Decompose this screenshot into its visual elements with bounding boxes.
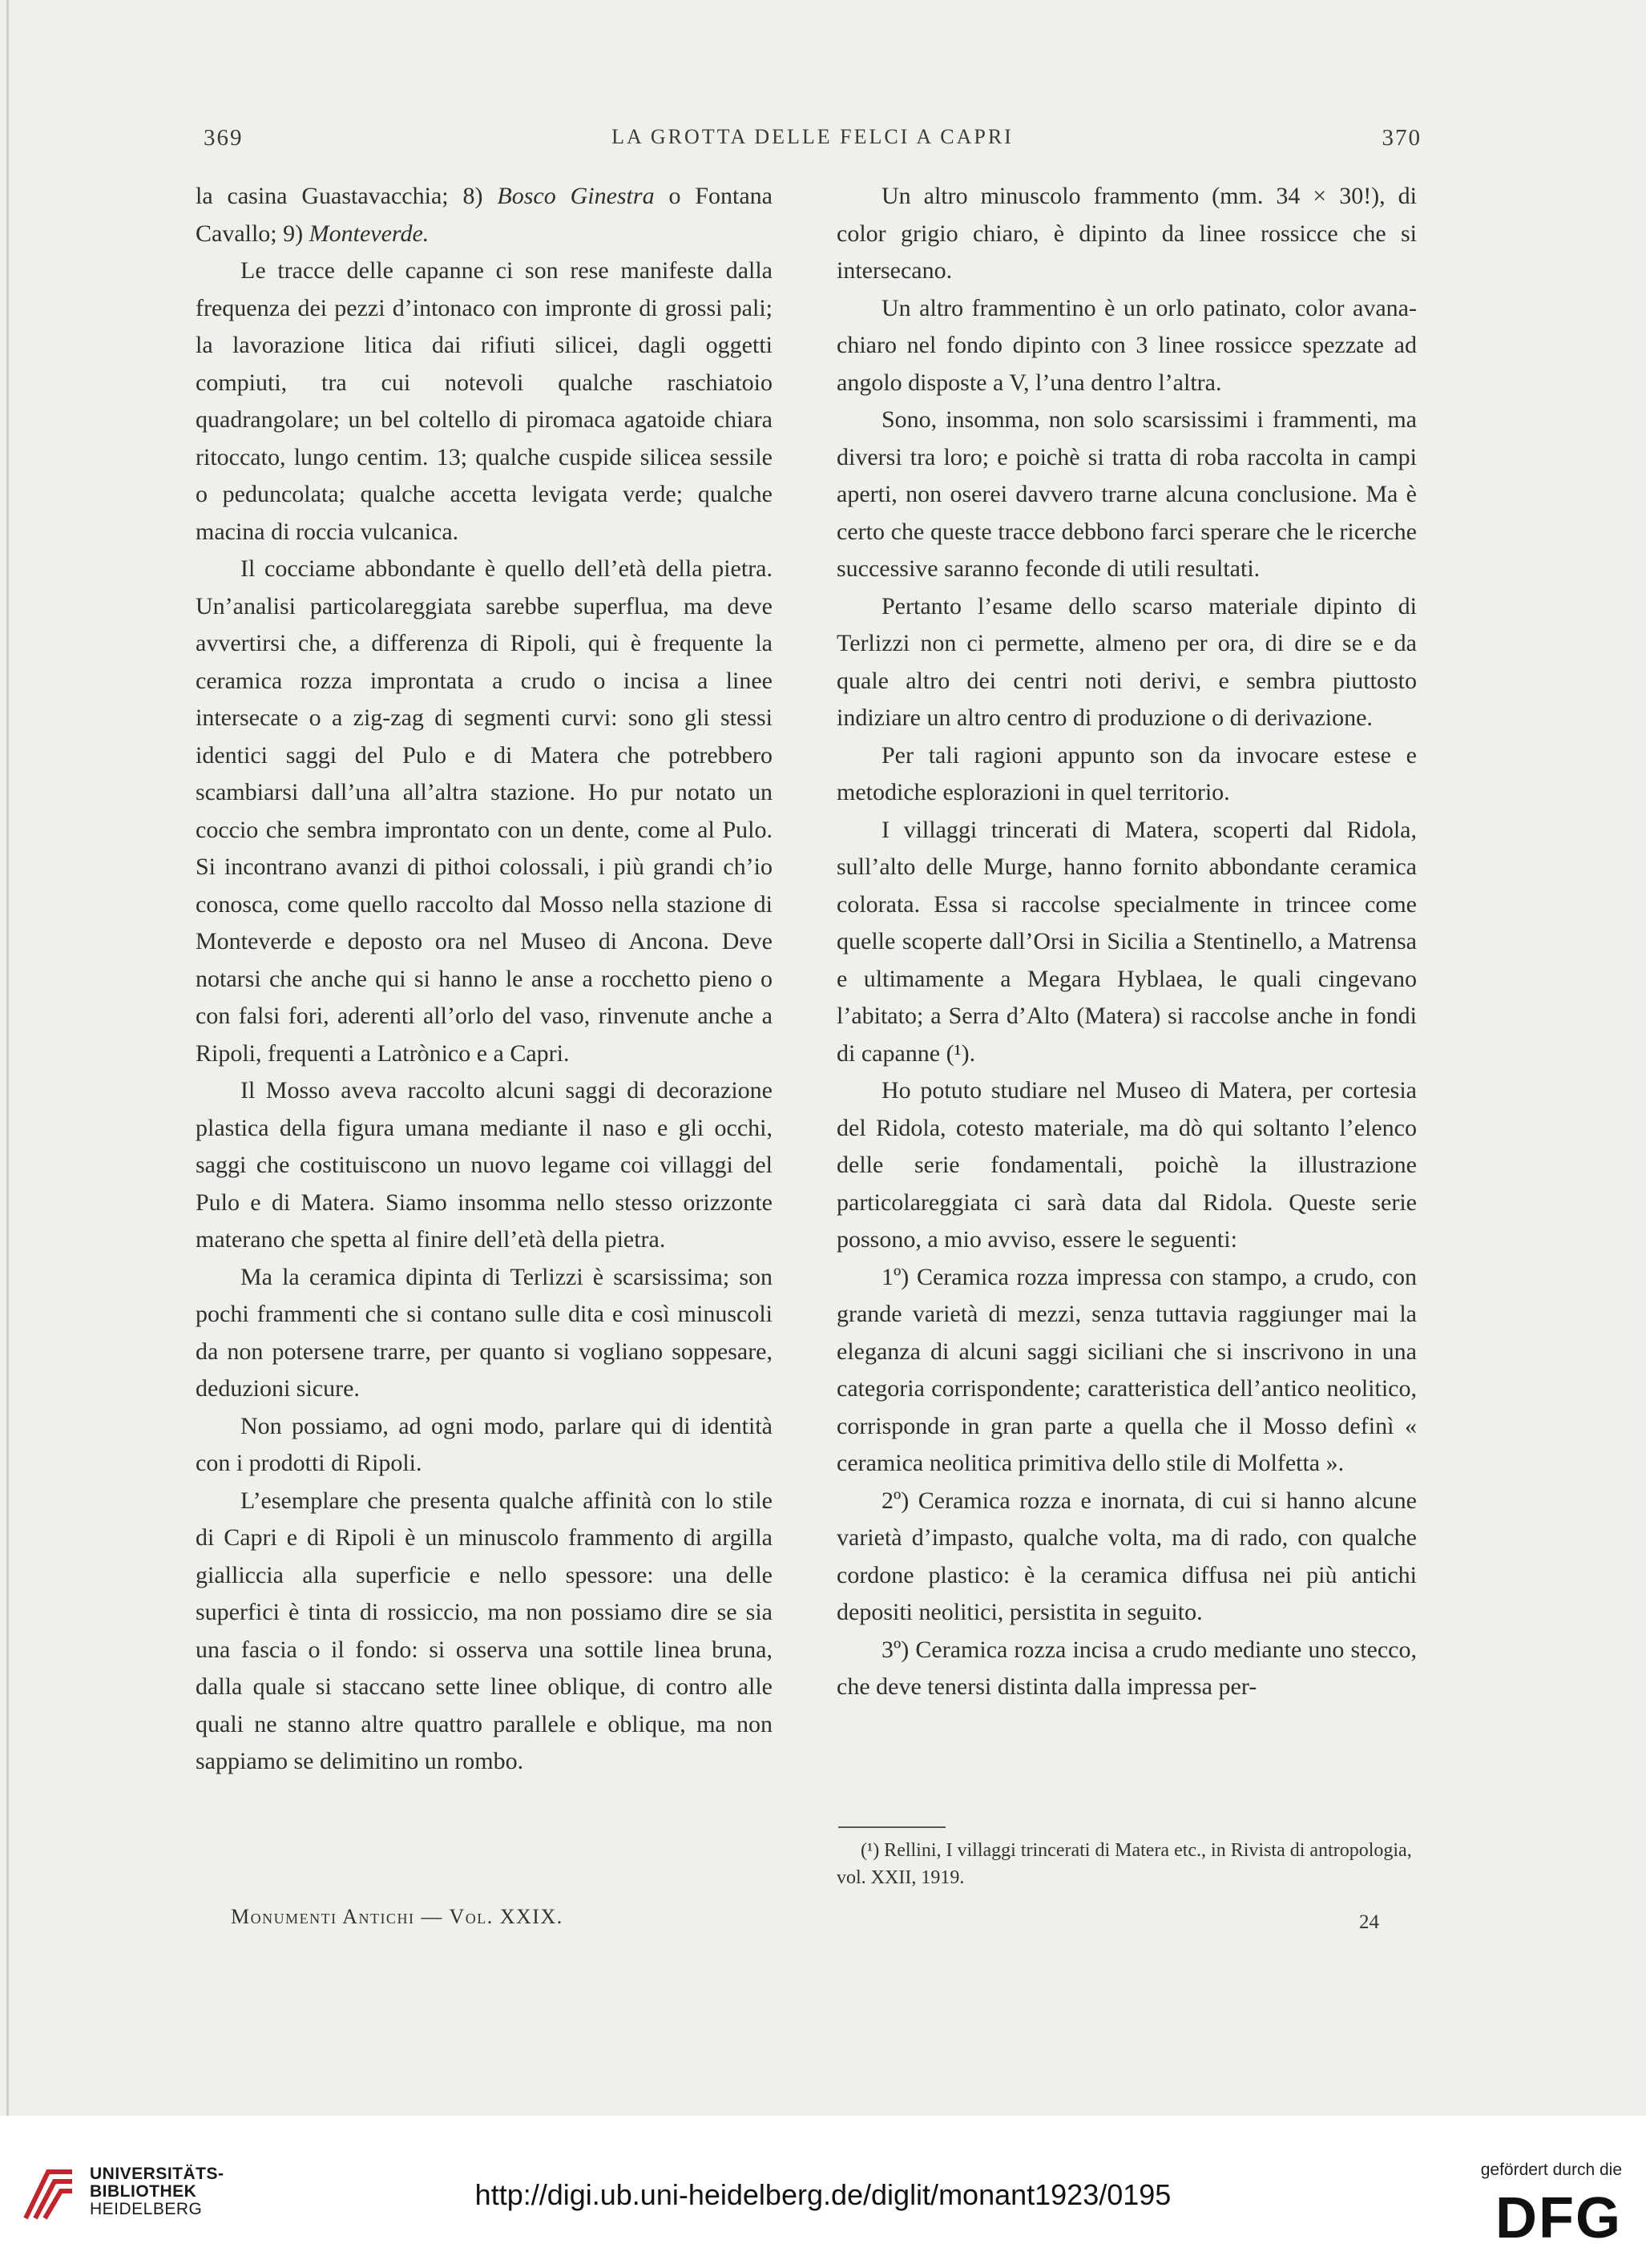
text-column-right [837,178,1417,1706]
right-paragraph: Sono, insomma, non solo scarsissimi i frammenti, ma diversi tra loro; e poichè si tratta di roba raccolta in campi aperti, non oserei davvero trarne alcuna conclusione. Ma è certo che queste tracce debbono farci sperare che le ricerche successive saranno feconde di utili resultati. [837,406,1417,582]
left-paragraph: Ma la ceramica dipinta di Terlizzi è scarsissima; son pochi frammenti che si contano sulle dita e così minuscoli da non potersene trarre, per quanto si vogliano soppesare, deduzioni sicure. [196,1263,773,1402]
volume-signature: Monumenti Antichi — Vol. XXIX. [231,1905,563,1928]
left-paragraph: Non possiamo, ad ogni modo, parlare qui di identità con i prodotti di Ripoli. [196,1412,773,1476]
right-paragraph: Un altro frammentino è un orlo patinato, color avana-chiaro nel fondo dipinto con 3 linee rossicce spezzate ad angolo disposte a V, l’una dentro l’altra. [837,294,1417,396]
funding-caption: gefördert durch die [1480,2161,1622,2179]
right-paragraph: Pertanto l’esame dello scarso materiale dipinto di Terlizzi non ci permette, almeno per ora, di dire se e da quale altro dei centri noti derivi, e sembra piuttosto indiziare un altro centro di produzione o di derivazione. [837,592,1417,731]
left-paragraph: L’esemplare che presenta qualche affinità con lo stile di Capri e di Ripoli è un minuscolo frammento di argilla gialliccia alla superficie e nello spessore: una delle superfici è tinta di rossiccio, ma non possiamo dire se sia una fascia o il fondo: si osserva una sottile linea bruna, dalla quale si staccano sette linee oblique, di contro alle quali ne stanno altre quattro parallele e oblique, ma non sappiamo se delimitino un rombo. [196,1487,773,1774]
dfg-logo[interactable]: DFG [1495,2186,1622,2250]
right-paragraph: Per tali ragioni appunto son da invocare estese e metodiche esplorazioni in quel territorio. [837,741,1417,805]
page-number-right: 370 [1382,125,1422,151]
page-number-left: 369 [204,125,244,151]
institution-line-1: UNIVERSITÄTS- [90,2165,224,2183]
viewer-footer [0,2116,1646,2268]
left-paragraph: Il Mosso aveva raccolto alcuni saggi di decorazione plastica della figura umana mediante il naso e gli occhi, saggi che costituiscono un nuovo legame coi villaggi del Pulo e di Matera. Siamo insomma nello stesso orizzonte materano che spetta al finire dell’età della pietra. [196,1077,773,1253]
right-paragraph: 2º) Ceramica rozza e inornata, di cui si hanno alcune varietà d’impasto, qualche volta, ma di rado, con qualche cordone plastico: è la ceramica diffusa nei più antichi depositi neolitici, persistita in seguito. [837,1487,1417,1625]
footnote-rule [838,1826,946,1828]
right-paragraph: Ho potuto studiare nel Museo di Matera, per cortesia del Ridola, cotesto materiale, ma dò qui soltanto l’elenco delle serie fondamentali, poichè la illustrazione particolareggiata ci sarà data dal Ridola. Queste serie possono, a mio avviso, essere le seguenti: [837,1077,1417,1253]
page-edge [6,0,9,2116]
right-paragraph: 3º) Ceramica rozza incisa a crudo mediante uno stecco, che deve tenersi distinta dalla impressa per- [837,1636,1417,1700]
footnote [837,1837,1417,1891]
right-paragraph: Un altro minuscolo frammento (mm. 34 × 30!), di color grigio chiaro, è dipinto da linee rossicce che si intersecano. [837,183,1417,284]
left-paragraph: Il cocciame abbondante è quello dell’età della pietra. Un’analisi particolareggiata sarebbe superflua, ma deve avvertirsi che, a differenza di Ripoli, qui è frequente la ceramica rozza improntata a crudo o incisa a linee intersecate o a zig-zag di segmenti curvi: sono gli stessi identici saggi del Pulo e di Matera che potrebbero scambiarsi dall’una all’altra stazione. Ho pur notato un coccio che sembra improntato con un dente, come al Pulo. Si incontrano avanzi di pithoi colossali, i più grandi ch’io conosca, come quello raccolto dal Mosso nella stazione di Monteverde e deposto ora nel Museo di Ancona. Deve notarsi che anche qui si hanno le anse a rocchetto pieno o con falsi fori, aderenti all’orlo del vaso, rinvenute anche a Ripoli, frequenti a Latrònico e a Capri. [196,555,773,1067]
right-paragraph: 1º) Ceramica rozza impressa con stampo, a crudo, con grande varietà di mezzi, senza tuttavia raggiunger mai la eleganza di alcuni saggi siciliani che si inscrivono in una categoria corrispondente; caratteristica dell’antico neolitico, corrisponde in gran parte a quella che il Mosso definì « ceramica neolitica primitiva dello stile di Molfetta ». [837,1263,1417,1476]
sheet-number: 24 [1359,1911,1379,1933]
text-column-left [196,178,773,1781]
left-paragraph: la casina Guastavacchia; 8) Bosco Ginestra o Fontana Cavallo; 9) Monteverde. [196,183,773,247]
institution-line-2: BIBLIOTHEK [90,2182,197,2201]
footnote-text: (¹) Rellini, I villaggi trincerati di Matera etc., in Rivista di antropologia, vol. XXII, 1919. [837,1840,1412,1888]
institution-line-3: HEIDELBERG [90,2200,203,2218]
running-head [204,125,1422,157]
right-paragraph: I villaggi trincerati di Matera, scoperti dal Ridola, sull’alto delle Murge, hanno fornito abbondante ceramica colorata. Essa si raccolse specialmente in trincee come quelle scoperte dall’Orsi in Sicilia a Stentinello, a Matrensa e ultimamente a Megara Hyblaea, le quali cingevano l’abitato; a Serra d’Alto (Matera) si raccolse anche in fondi di capanne (¹). [837,816,1417,1067]
permalink-url[interactable]: http://digi.ub.uni-heidelberg.de/diglit/monant1923/0195 [474,2178,1172,2211]
left-paragraph: Le tracce delle capanne ci son rese manifeste dalla frequenza dei pezzi d’intonaco con impronte di grossi pali; la lavorazione litica dai rifiuti silicei, dagli oggetti compiuti, tra cui notevoli qualche raschiatoio quadrangolare; un bel coltello di piromaca agatoide chiara ritoccato, lungo centim. 13; qualche cuspide silicea sessile o peduncolata; qualche accetta levigata verde; qualche macina di roccia vulcanica. [196,257,773,545]
running-title: LA GROTTA DELLE FELCI A CAPRI [611,125,1014,148]
